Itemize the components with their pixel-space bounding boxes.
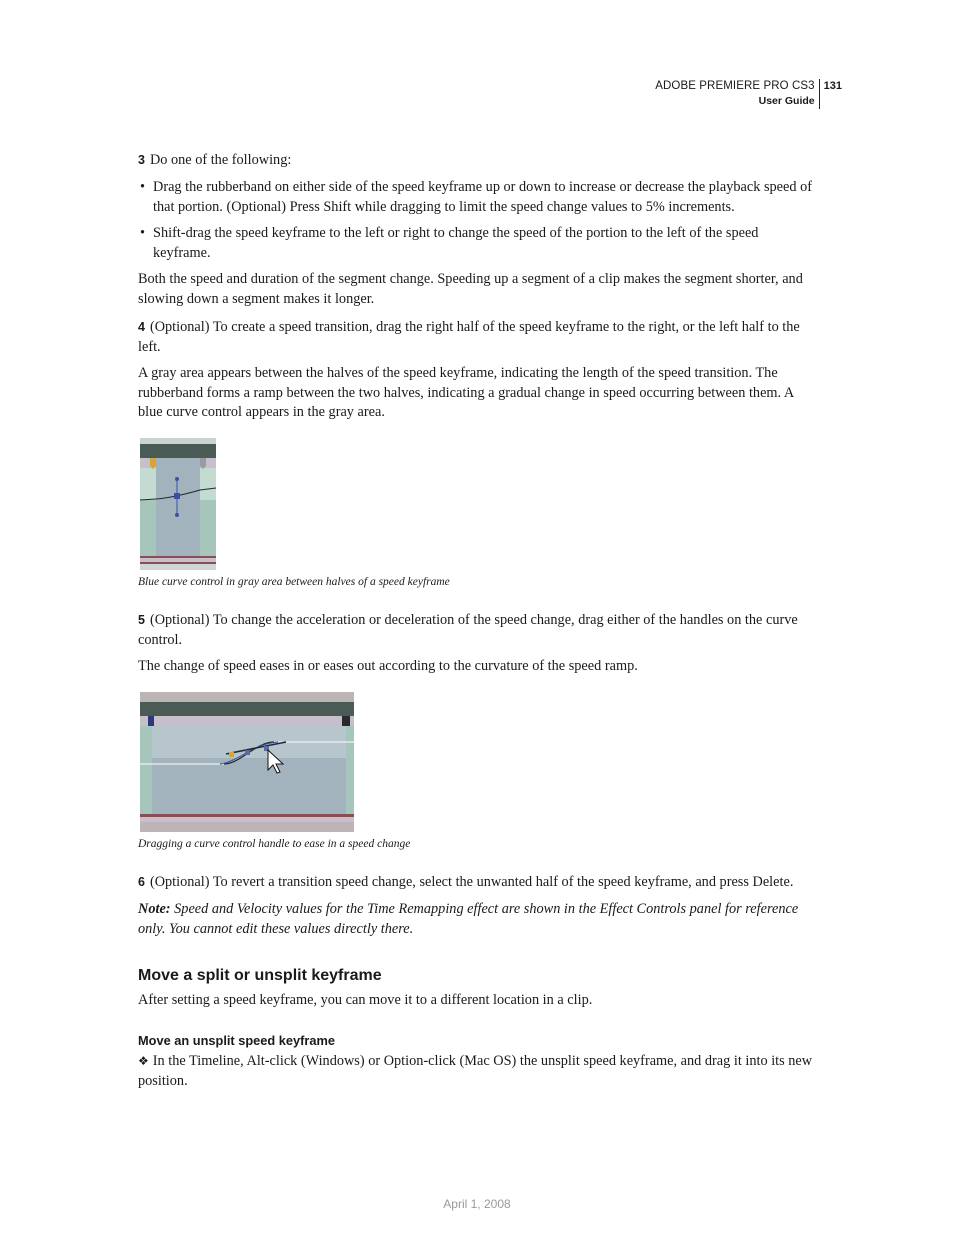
note-label: Note:	[138, 901, 171, 917]
step-text: Do one of the following:	[149, 152, 292, 168]
figure-blue-curve-control	[140, 438, 216, 570]
bullet-text: Drag the rubberband on either side of the speed keyframe up or down to increase or decrease the playback speed of that portion. (Optional) Press Shift while dragging to limit the speed change values to 5% increments.	[153, 179, 812, 215]
step-number: 4	[138, 320, 145, 334]
section-heading: Move a split or unsplit keyframe	[138, 967, 382, 984]
instruction-bullet-icon: ❖	[138, 1054, 149, 1068]
keyframe-right-half-icon	[342, 716, 350, 726]
running-header	[655, 79, 842, 109]
header-guide: User Guide	[758, 95, 815, 107]
note-text: Speed and Velocity values for the Time Remapping effect are shown in the Effect Controls panel for reference only. You cannot edit these values directly there.	[138, 901, 799, 937]
step-3	[138, 151, 818, 171]
footer-date: April 1, 2008	[443, 1197, 511, 1211]
paragraph-segment-change: Both the speed and duration of the segment change. Speeding up a segment of a clip makes the segment shorter, and slowing down a segment makes it longer.	[138, 271, 803, 307]
page-number: 131	[823, 80, 842, 92]
figure-caption: Blue curve control in gray area between halves of a speed keyframe	[138, 576, 450, 588]
paragraph-gray-area: A gray area appears between the halves of the speed keyframe, indicating the length of the speed transition. The rubberband forms a ramp between the two halves, indicating a gradual change in speed occurring between them. A blue curve control appears in the gray area.	[138, 365, 794, 421]
curve-handle-left-icon	[229, 752, 234, 757]
step-number: 3	[138, 153, 145, 167]
step-6	[138, 873, 818, 893]
bullet-item	[138, 224, 818, 263]
step-number: 5	[138, 613, 145, 627]
curve-handle-bottom-icon	[175, 513, 179, 517]
step-4	[138, 318, 818, 357]
keyframe-left-half-icon	[148, 716, 154, 726]
step-number: 6	[138, 875, 145, 889]
bullet-symbol: •	[140, 225, 146, 241]
bullet-item	[138, 178, 818, 217]
paragraph-ease: The change of speed eases in or eases out according to the curvature of the speed ramp.	[138, 658, 638, 674]
step-text: (Optional) To revert a transition speed change, select the unwanted half of the speed keyframe, and press Delete.	[149, 874, 794, 890]
subheading: Move an unsplit speed keyframe	[138, 1033, 335, 1048]
step-5	[138, 611, 818, 650]
note	[138, 900, 818, 939]
figure-caption: Dragging a curve control handle to ease in a speed change	[138, 838, 411, 850]
section-intro: After setting a speed keyframe, you can move it to a different location in a clip.	[138, 992, 593, 1008]
figure-dragging-curve-handle	[140, 692, 354, 832]
curve-control-center-icon	[174, 493, 180, 499]
curve-handle-top-icon	[175, 477, 179, 481]
header-product: ADOBE PREMIERE PRO CS3	[655, 80, 815, 92]
step-text: (Optional) To change the acceleration or deceleration of the speed change, drag either of the handles on the curve control.	[138, 612, 798, 648]
bullet-text: Shift-drag the speed keyframe to the left or right to change the speed of the portion to the left of the speed keyframe.	[153, 225, 759, 261]
bullet-symbol: •	[140, 179, 146, 195]
instruction-text: In the Timeline, Alt-click (Windows) or Option-click (Mac OS) the unsplit speed keyframe, and drag it into its new position.	[138, 1053, 813, 1089]
instruction	[138, 1052, 818, 1091]
step-text: (Optional) To create a speed transition, drag the right half of the speed keyframe to the right, or the left half to the left.	[138, 319, 800, 355]
